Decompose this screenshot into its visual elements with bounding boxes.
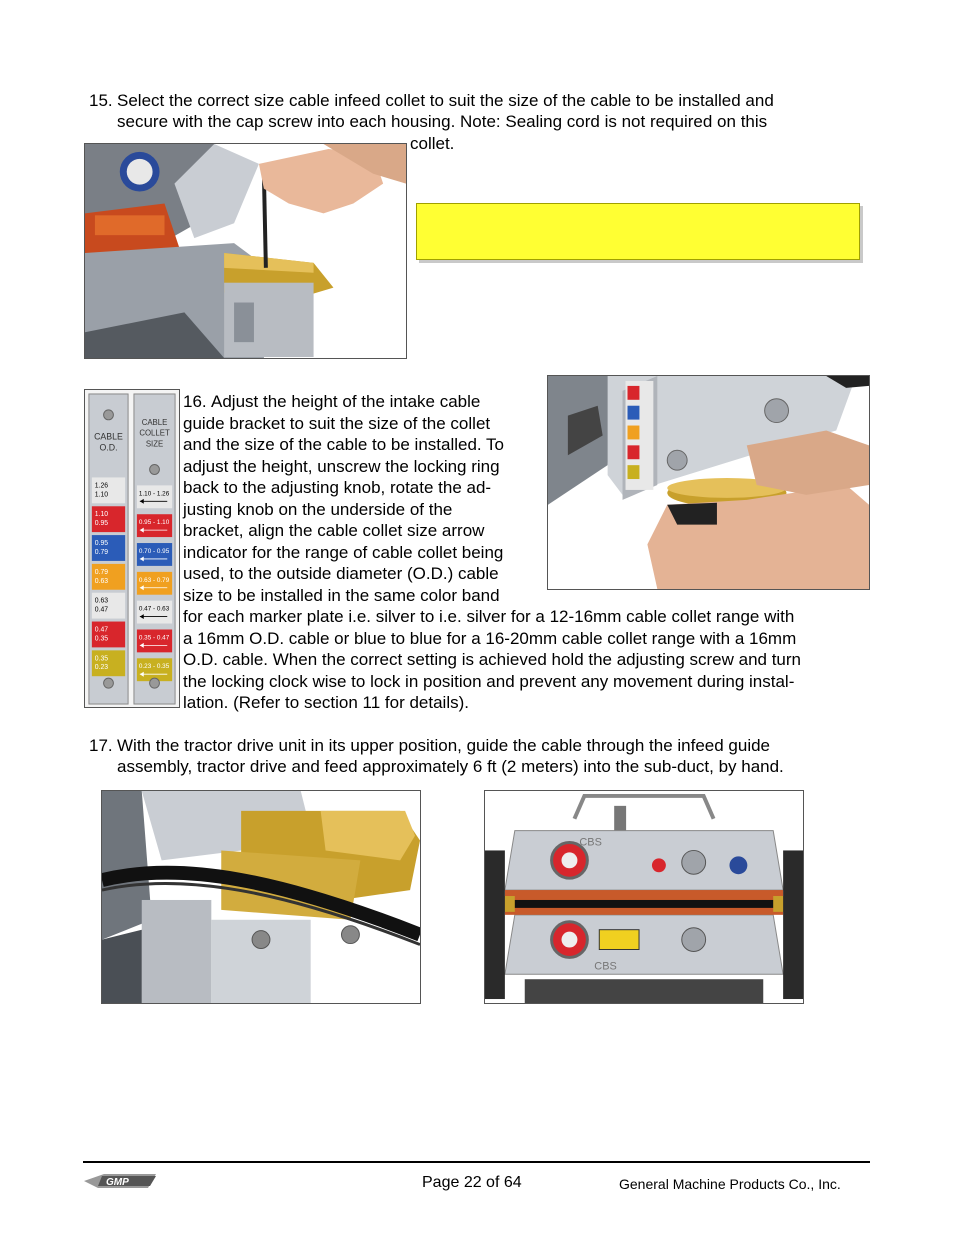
step-16-line: for each marker plate i.e. silver to i.e. silver for a 12-16mm cable collet range with (183, 607, 795, 626)
highlight-callout (416, 203, 860, 260)
tractor-drive-illustration (485, 791, 803, 1003)
step-16-line: justing knob on the underside of the (183, 499, 453, 519)
step-16-line: and the size of the cable to be installed. To (183, 435, 505, 454)
cable-in-collet-illustration (102, 791, 420, 1003)
collet-band-range: 0.47 - 0.63 (138, 605, 170, 613)
step-16-line: used, to the outside diameter (O.D.) cable (183, 564, 499, 583)
od-band-top-value: 0.35 (94, 655, 109, 663)
od-band-bottom-value: 0.79 (94, 548, 109, 556)
page-number: Page 22 of 64 (422, 1174, 522, 1191)
od-band-top-value: 1.10 (94, 511, 109, 519)
collet-band-range: 0.70 - 0.95 (138, 547, 170, 555)
step-17-line-2: assembly, tractor drive and feed approximately 6 ft (2 meters) into the sub-duct, by hand. (117, 757, 784, 776)
logo-text: GMP (106, 1177, 129, 1188)
step-16-line: O.D. cable. When the correct setting is achieved hold the adjusting screw and turn (183, 650, 801, 669)
step-16-line: the locking clock wise to lock in position and prevent any movement during instal- (183, 671, 795, 691)
footer-rule (83, 1161, 870, 1163)
adjusting-knob-illustration (548, 376, 869, 589)
od-band-top-value: 0.63 (94, 597, 109, 605)
step-15-line-1: Select the correct size cable infeed collet to suit the size of the cable to be installed and (117, 91, 774, 110)
od-band-bottom-value: 1.10 (94, 491, 109, 499)
marker-plates-illustration (85, 390, 179, 707)
right-plate-title: SIZE (145, 439, 164, 449)
photo-marker-plates (84, 389, 180, 708)
step-16-line: adjust the height, unscrew the locking ring (183, 456, 500, 476)
photo-collet-installation (84, 143, 407, 359)
left-plate-title: CABLE (94, 431, 123, 442)
step-16-line: back to the adjusting knob, rotate the ad- (183, 478, 492, 497)
collet-band-range: 0.63 - 0.79 (138, 576, 170, 584)
step-16-line: bracket, align the cable collet size arrow (183, 521, 485, 540)
od-band-top-value: 1.26 (94, 482, 109, 490)
gmp-logo (84, 1170, 160, 1192)
step-number: 16. (183, 392, 207, 411)
step-number: 17. (89, 736, 113, 755)
od-band-top-value: 0.47 (94, 626, 109, 634)
photo-tractor-drive-unit (484, 790, 804, 1004)
step-16-line: guide bracket to suit the size of the collet (183, 413, 491, 433)
od-band-bottom-value: 0.23 (94, 664, 109, 672)
collet-installation-illustration (85, 144, 406, 358)
od-band-bottom-value: 0.95 (94, 520, 109, 528)
photo-cable-in-collet (101, 790, 421, 1004)
collet-band-range: 0.95 - 1.10 (138, 519, 170, 527)
step-16-line: indicator for the range of cable collet being (183, 542, 504, 562)
step-number: 15. (89, 91, 113, 110)
step-16-line: Adjust the height of the intake cable (211, 392, 481, 411)
collet-band-range: 0.35 - 0.47 (138, 634, 170, 642)
top-plate-label: CBS (579, 836, 602, 849)
collet-band-range: 0.23 - 0.35 (138, 663, 170, 671)
od-band-bottom-value: 0.47 (94, 606, 109, 614)
step-15-line-2: secure with the cap screw into each housing. Note: Sealing cord is not required on this (117, 112, 768, 131)
photo-adjusting-knob (547, 375, 870, 590)
right-plate-title: COLLET (139, 428, 170, 438)
od-band-bottom-value: 0.63 (94, 577, 109, 585)
step-17-line-1: With the tractor drive unit in its upper position, guide the cable through the infeed guide (117, 736, 771, 755)
step-15-line-3: collet. (410, 134, 455, 153)
step-16-line: size to be installed in the same color band (183, 585, 500, 605)
collet-band-range: 1.10 - 1.26 (138, 490, 170, 498)
right-plate-title: CABLE (141, 417, 168, 427)
od-band-bottom-value: 0.35 (94, 635, 109, 643)
step-16-line: lation. (Refer to section 11 for details). (183, 693, 469, 712)
od-band-top-value: 0.95 (94, 539, 109, 548)
step-16-line: a 16mm O.D. cable or blue to blue for a 16-20mm cable collet range with a 16mm (183, 628, 797, 648)
company-name: General Machine Products Co., Inc. (619, 1176, 841, 1192)
od-band-top-value: 0.79 (94, 568, 109, 576)
bottom-plate-label: CBS (594, 960, 617, 973)
left-plate-title: O.D. (99, 442, 118, 453)
